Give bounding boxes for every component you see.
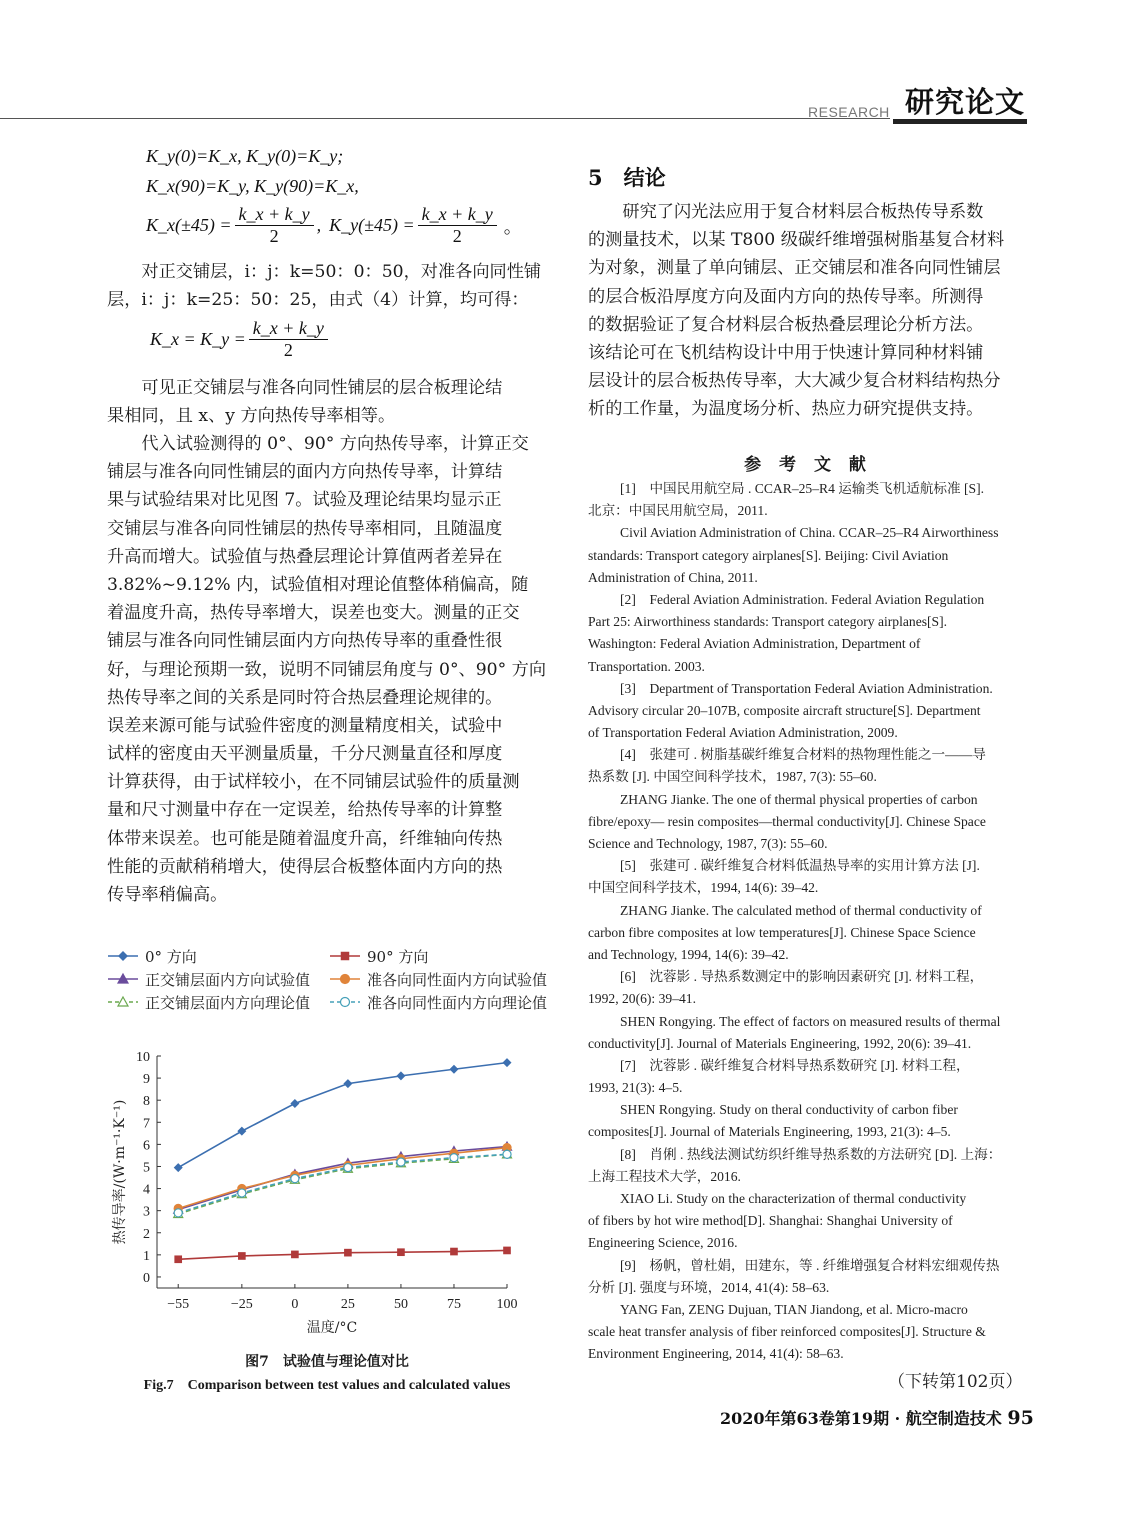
reference-line: [7] 沈蓉影 . 碳纤维复合材料导热系数研究 [J]. 材料工程，: [620, 1057, 970, 1073]
series-line: [178, 1154, 507, 1213]
references-title: 参 考 文 献: [744, 455, 872, 475]
fraction-denominator: 2: [283, 340, 293, 360]
text-line: 该结论可在飞机结构设计中用于快速计算同种材料铺: [588, 342, 984, 363]
legend-label: 正交铺层面内方向理论值: [145, 993, 311, 1012]
reference-line: 中国空间科学技术，1994, 14(6): 39–42.: [588, 880, 819, 896]
legend-item: [329, 991, 547, 1013]
formula-line-4: [150, 318, 331, 361]
text-line: 传导率稍偏高。: [107, 885, 228, 905]
text-line: 性能的贡献稍稍增大，使得层合板整体面内方向的热: [107, 856, 503, 877]
text-line: 的层合板沿厚度方向及面内方向的热传导率。所测得: [588, 286, 984, 307]
section-heading: 5 结论: [588, 165, 666, 190]
data-point: [397, 1248, 405, 1256]
data-point: [343, 1079, 352, 1088]
header-research-label: RESEARCH: [808, 104, 890, 120]
reference-line: [2] Federal Aviation Administration. Federal Aviation Regulation: [620, 591, 985, 607]
formula-text: K_y(0)=K_x, K_y(0)=K_y;: [146, 146, 344, 166]
reference-line: composites[J]. Journal of Materials Engineering, 1993, 21(3): 4–5.: [588, 1124, 951, 1140]
legend-label: 90° 方向: [367, 947, 429, 966]
y-tick-label: 6: [143, 1138, 150, 1154]
header-section-title: 研究论文: [905, 85, 1026, 119]
reference-line: Science and Technology, 1987, 7(3): 55–60.: [588, 836, 828, 851]
formula-end: 。: [503, 216, 522, 237]
data-point: [450, 1154, 458, 1162]
text-line: 层设计的层合板热传导率，大大减少复合材料结构热分: [588, 371, 1001, 392]
data-point: [174, 1255, 182, 1263]
figure-caption-en: Fig.7 Comparison between test values and calculated values: [143, 1378, 511, 1393]
reference-line: scale heat transfer analysis of fiber reinforced composites[J]. Structure &: [588, 1324, 986, 1340]
data-point: [237, 1127, 246, 1136]
continued-note: （下转第102页）: [888, 1372, 1023, 1392]
data-point: [344, 1164, 352, 1172]
data-point: [397, 1158, 405, 1166]
legend-swatch: [329, 995, 361, 1009]
x-tick-label: 0: [291, 1297, 299, 1312]
reference-line: XIAO Li. Study on the characterization of thermal conductivity: [620, 1191, 967, 1206]
data-point: [396, 1071, 405, 1080]
y-tick-label: 2: [143, 1226, 150, 1242]
fraction-denominator: 2: [452, 226, 462, 246]
paragraph-2: [107, 374, 547, 430]
legend-label: 0° 方向: [145, 947, 197, 966]
x-tick-label: 50: [393, 1297, 408, 1312]
formula-line-2: [146, 176, 359, 197]
reference-line: SHEN Rongying. Study on theral conductivity of carbon fiber: [620, 1102, 958, 1118]
legend-label: 准各向同性面内方向试验值: [367, 970, 548, 989]
text-line: 3.82%~9.12% 内，试验值相对理论值整体稍偏高，随: [107, 574, 529, 595]
text-line: 析的工作量，为温度场分析、热应力研究提供支持。: [588, 399, 984, 420]
text-line: 铺层与准各向同性铺层的面内方向热传导率，计算结: [107, 462, 503, 483]
y-tick-label: 9: [143, 1072, 150, 1088]
line-chart: [107, 1040, 547, 1345]
text-line: 试样的密度由天平测量质量，千分尺测量直径和厚度: [107, 744, 503, 765]
y-tick-label: 10: [136, 1050, 150, 1065]
fraction: [249, 318, 328, 361]
footer-issue: 2020年第63卷第19期 · 航空制造技术: [720, 1409, 1002, 1428]
text-line: 体带来误差。也可能是随着温度升高，纤维轴向传热: [107, 828, 503, 849]
y-axis-label: 热传导率/(W·m⁻¹·K⁻¹): [112, 1099, 128, 1245]
text-line: 铺层与准各向同性铺层面内方向热传导率的重叠性很: [107, 631, 503, 652]
text-line: 果相同，且 x、y 方向热传导率相等。: [107, 406, 396, 427]
text-line: 好，与理论预期一致，说明不同铺层角度与 0°、90° 方向: [107, 659, 547, 680]
data-point: [174, 1163, 183, 1172]
fraction-denominator: 2: [269, 226, 279, 246]
reference-line: [6] 沈蓉影 . 导热系数测定中的影响因素研究 [J]. 材料工程，: [620, 969, 984, 985]
y-tick-label: 3: [143, 1204, 150, 1220]
y-tick-label: 0: [143, 1270, 150, 1286]
reference-line: Administration of China, 2011.: [588, 569, 758, 585]
formula-line-3: [146, 204, 522, 247]
formula-line-1: [146, 146, 343, 167]
reference-line: Engineering Science, 2016.: [588, 1235, 738, 1251]
reference-line: [4] 张建可 . 树脂基碳纤维复合材料的热物理性能之一——导: [620, 747, 986, 763]
text-line: 层，i：j：k=25：50：25，由式（4）计算，均可得：: [107, 290, 529, 311]
x-tick-label: 25: [340, 1297, 355, 1312]
references-list: [588, 478, 1026, 1366]
legend-swatch: [107, 972, 139, 986]
reference-line: carbon fibre composites at low temperatures[J]. Chinese Space Science: [588, 924, 976, 940]
paragraph-1: [107, 258, 547, 314]
text-line: 着温度升高，热传导率增大，误差也变大。测量的正交: [107, 603, 520, 624]
reference-line: of fibers by hot wire method[D]. Shanghai: Shanghai University of: [588, 1213, 953, 1229]
legend-item: [329, 968, 547, 990]
fraction: [235, 204, 314, 247]
reference-line: Transportation. 2003.: [588, 658, 705, 674]
x-tick-label: −25: [230, 1297, 253, 1312]
conclusion-paragraph: [588, 198, 1028, 424]
reference-line: ZHANG Jianke. The calculated method of thermal conductivity of: [620, 902, 982, 918]
reference-line: 北京：中国民用航空局，2011.: [588, 503, 768, 519]
reference-line: 1993, 21(3): 4–5.: [588, 1080, 683, 1096]
reference-line: Civil Aviation Administration of China. CCAR–25–R4 Airworthiness: [620, 525, 999, 541]
fraction-numerator: k_x + k_y: [418, 204, 497, 226]
reference-line: [1] 中国民用航空局 . CCAR–25–R4 运输类飞机适航标准 [S].: [620, 481, 985, 496]
legend-item: [107, 991, 310, 1013]
reference-line: conductivity[J]. Journal of Materials Engineering, 1992, 20(6): 39–41.: [588, 1035, 972, 1051]
data-point: [238, 1252, 246, 1260]
reference-line: fibre/epoxy— resin composites—thermal conductivity[J]. Chinese Space: [588, 813, 986, 829]
text-line: 升高而增大。试验值与热叠层理论计算值两者差异在: [107, 546, 503, 567]
reference-line: ZHANG Jianke. The one of thermal physical properties of carbon: [620, 791, 978, 807]
x-tick-label: −55: [167, 1297, 190, 1312]
text-line: 计算获得，由于试样较小，在不同铺层试验件的质量测: [107, 772, 520, 793]
y-tick-label: 4: [143, 1182, 150, 1198]
reference-line: standards: Transport category airplanes[S]. Beijing: Civil Aviation: [588, 547, 949, 563]
formula-lhs: K_y(±45) =: [329, 215, 415, 235]
reference-line: 上海工程技术大学，2016.: [588, 1168, 741, 1184]
series-line: [178, 1154, 507, 1214]
data-point: [503, 1247, 511, 1255]
text-line: 误差来源可能与试验件密度的测量精度相关，试验中: [107, 715, 503, 736]
reference-line: Part 25: Airworthiness standards: Transport category airplanes[S].: [588, 614, 948, 630]
data-point: [290, 1099, 299, 1108]
data-point: [450, 1248, 458, 1256]
reference-line: SHEN Rongying. The effect of factors on measured results of thermal: [620, 1013, 1001, 1029]
page-number: 95: [1007, 1407, 1034, 1429]
reference-line: [3] Department of Transportation Federal Aviation Administration.: [620, 680, 993, 696]
legend-label: 准各向同性面内方向理论值: [367, 993, 548, 1012]
data-point: [238, 1189, 246, 1197]
x-tick-label: 75: [446, 1297, 461, 1312]
formula-separator: ,: [316, 215, 322, 235]
reference-line: YANG Fan, ZENG Dujuan, TIAN Jiandong, et al. Micro-macro: [620, 1301, 968, 1317]
reference-line: Washington: Federal Aviation Administration, Department of: [588, 636, 921, 652]
data-point: [344, 1249, 352, 1257]
data-point: [503, 1058, 512, 1067]
reference-line: 1992, 20(6): 39–41.: [588, 991, 696, 1007]
y-tick-label: 1: [143, 1248, 150, 1264]
x-tick-label: 100: [496, 1297, 518, 1312]
fraction: [418, 204, 497, 247]
legend-item: [107, 968, 310, 990]
legend-item: [107, 945, 197, 967]
y-tick-label: 7: [143, 1116, 150, 1132]
header-rule: [0, 118, 890, 119]
text-line: 代入试验测得的 0°、90° 方向热传导率，计算正交: [141, 434, 529, 454]
legend-swatch: [329, 949, 361, 963]
text-line: 的测量技术，以某 T800 级碳纤维增强树脂基复合材料: [588, 230, 1005, 251]
text-line: 量和尺寸测量中存在一定误差，给热传导率的计算整: [107, 800, 503, 821]
text-line: 的数据验证了复合材料层合板热叠层理论分析方法。: [588, 314, 984, 335]
reference-line: [5] 张建可 . 碳纤维复合材料低温热导率的实用计算方法 [J].: [620, 858, 980, 874]
reference-line: Advisory circular 20–107B, composite aircraft structure[S]. Department: [588, 702, 981, 718]
text-line: 热传导率之间的关系是同时符合热层叠理论规律的。: [107, 687, 503, 708]
data-point: [174, 1209, 182, 1217]
reference-line: 热系数 [J]. 中国空间科学技术，1987, 7(3): 55–60.: [588, 769, 877, 785]
text-line: 果与试验结果对比见图 7。试验及理论结果均显示正: [107, 490, 502, 511]
fraction-numerator: k_x + k_y: [235, 204, 314, 226]
reference-line: [8] 肖俐 . 热线法测试纺织纤维导热系数的方法研究 [D]. 上海：: [620, 1146, 1002, 1162]
legend-item: [329, 945, 428, 967]
data-point: [291, 1175, 299, 1183]
text-line: 研究了闪光法应用于复合材料层合板热传导系数: [622, 202, 984, 222]
reference-line: [9] 杨帆，曾杜娟，田建东，等 . 纤维增强复合材料宏细观传热: [620, 1257, 1000, 1273]
text-line: 对正交铺层，i：j：k=50：0：50，对准各向同性铺: [141, 262, 542, 282]
reference-line: 分析 [J]. 强度与环境，2014, 41(4): 58–63.: [588, 1279, 830, 1295]
data-point: [449, 1065, 458, 1074]
y-tick-label: 8: [143, 1094, 150, 1110]
legend-swatch: [329, 972, 361, 986]
data-point: [503, 1150, 511, 1158]
text-line: 交铺层与准各向同性铺层的热传导率相同，且随温度: [107, 518, 503, 539]
fraction-numerator: k_x + k_y: [249, 318, 328, 340]
y-tick-label: 5: [143, 1160, 150, 1176]
formula-lhs: K_x(±45) =: [146, 215, 232, 235]
data-point: [291, 1251, 299, 1259]
reference-line: and Technology, 1994, 14(6): 39–42.: [588, 946, 789, 962]
formula-lhs: K_x = K_y =: [150, 329, 246, 349]
reference-line: Environment Engineering, 2014, 41(4): 58–63.: [588, 1346, 844, 1362]
paragraph-3: [107, 430, 547, 909]
x-axis-label: 温度/°C: [306, 1320, 358, 1336]
figure-caption-cn: 图7 试验值与理论值对比: [245, 1354, 409, 1370]
legend-swatch: [107, 949, 139, 963]
legend-swatch: [107, 995, 139, 1009]
legend-label: 正交铺层面内方向试验值: [145, 970, 311, 989]
text-line: 为对象，测量了单向铺层、正交铺层和准各向同性铺层: [588, 258, 1001, 279]
page-footer: [720, 1406, 1034, 1429]
formula-text: K_x(90)=K_y, K_y(90)=K_x,: [146, 176, 359, 196]
reference-line: of Transportation Federal Aviation Administration, 2009.: [588, 725, 898, 741]
text-line: 可见正交铺层与准各向同性铺层的层合板理论结: [141, 378, 503, 398]
